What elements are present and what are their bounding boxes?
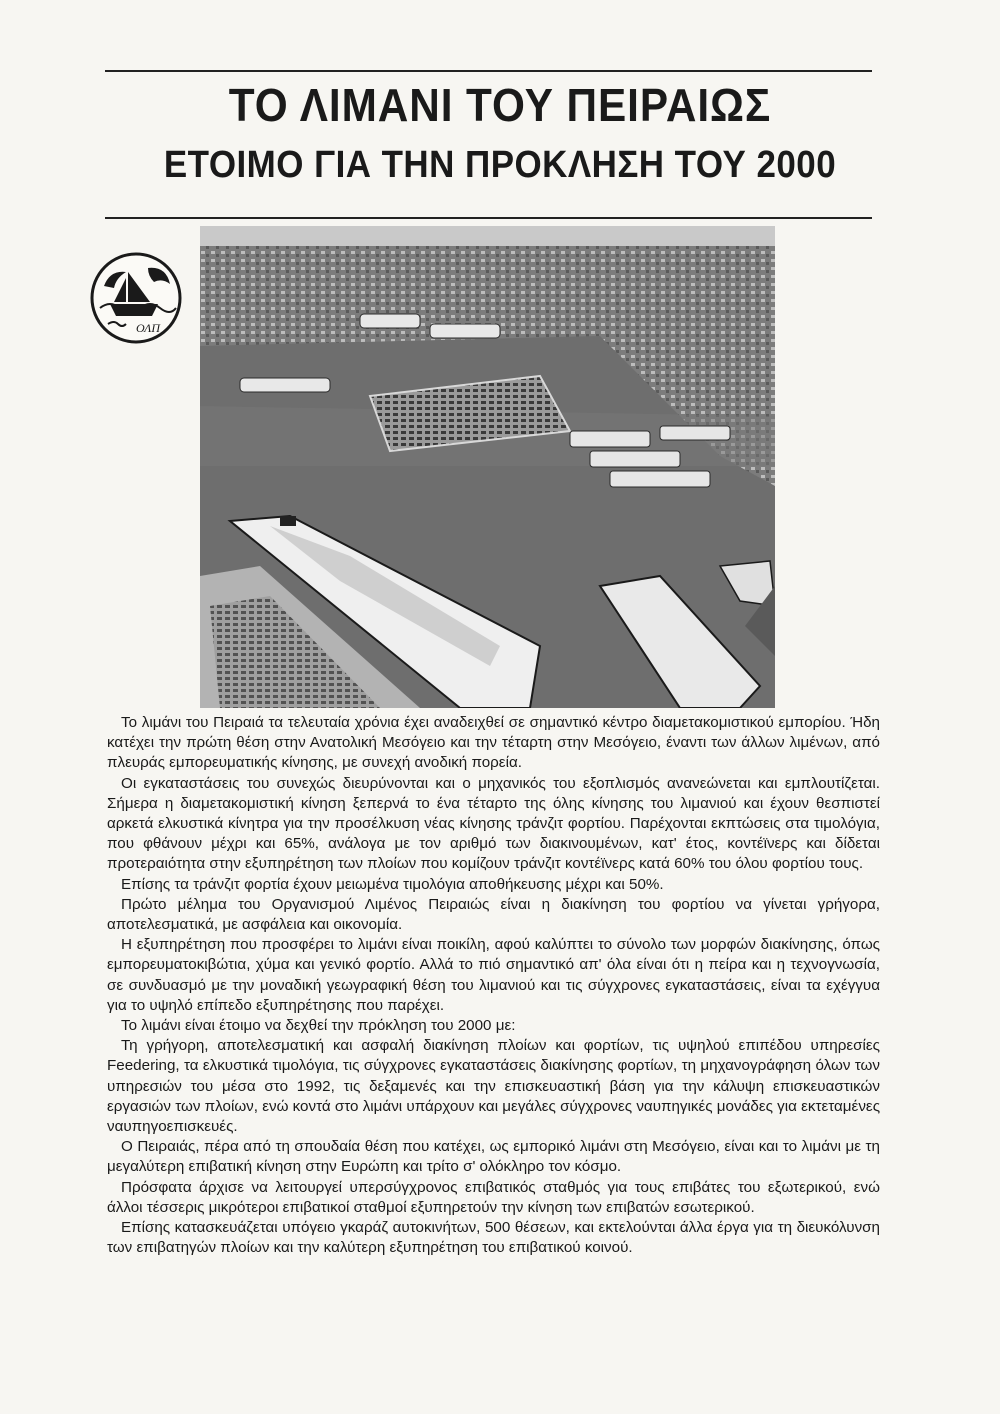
paragraph: Πρόσφατα άρχισε να λειτουργεί υπερσύγχρονος επιβατικός σταθμός για τους επιβάτες του εξωτερικού, ενώ άλλοι τέσσερις μικρότεροι επιβατικοί σταθμοί εξυπηρετούν την κίνηση των επιβατών εσωτερικού. — [107, 1178, 880, 1216]
bottom-rule — [105, 217, 872, 219]
olp-logo-icon — [88, 250, 184, 346]
paragraph: Πρώτο μέλημα του Οργανισμού Λιμένος Πειραιώς είναι η διακίνηση του φορτίου να γίνεται γρήγορα, αποτελεσματικά, με ασφάλεια και οικονομία. — [107, 895, 880, 934]
paragraph: Το λιμάνι του Πειραιά τα τελευταία χρόνια έχει αναδειχθεί σε σημαντικό κέντρο διαμετακομιστικού εμπορίου. Ήδη κατέχει την πρώτη θέση στην Ανατολική Μεσόγειο και την τέταρτη στην Μεσόγειο, έναντι των άλλων λιμένων, από πλευράς εμπορευματικής κίνησης, με συνεχή ανοδική πορεία. — [107, 714, 880, 772]
paragraph: Τη γρήγορη, αποτελεσματική και ασφαλή διακίνηση πλοίων και φορτίων, τις υψηλού επιπέδου υπηρεσίες Feedering, τα ελκυστικά τιμολόγια, τις σύγχρονες εγκαταστάσεις διακίνησης φορτίων, τη μηχανογράφηση όλων των υπηρεσιών του μέσα στο 1992, τις δεξαμενές και την επισκευαστική βάση για την κάλυψη επισκευαστικών εργασιών των πλοίων, ενώ κοντά στο λιμάνι υπάρχουν και μεγάλες σύγχρονες ναυπηγικές μονάδες για εκτεταμένες ναυπηγοεπισκευές. — [107, 1037, 881, 1136]
page-subtitle: ΕΤΟΙΜΟ ΓΙΑ ΤΗΝ ΠΡΟΚΛΗΣΗ ΤΟΥ 2000 — [163, 144, 837, 186]
aerial-port-photo — [200, 226, 775, 708]
logo-text: ΟΛΠ — [135, 321, 161, 335]
paragraph: Επίσης κατασκευάζεται υπόγειο γκαράζ αυτοκινήτων, 500 θέσεων, και εκτελούνται άλλα έργα για τη διευκόλυνση των επιβατηγών πλοίων και την καλύτερη εξυπηρέτηση του επιβατικού κοινού. — [107, 1219, 880, 1257]
paragraph: Η εξυπηρέτηση που προσφέρει το λιμάνι είναι ποικίλη, αφού καλύπτει το σύνολο των μορφών διακίνησης, όπως εμπορευματοκιβώτια, χύμα και γενικό φορτίο. Αλλά το πιό σημαντικό απ' όλα είναι ότι η πείρα και η τεχνογνωσία, σε συνδυασμό με την μοναδική γεωγραφική θέση του λιμανιού και τις σύγχρονες εγκαταστάσεις, είναι τα εχέγγυα για το υψηλό επίπεδο εξυπηρέτησης που παρέχει. — [107, 936, 880, 1014]
harbour-photo-icon — [200, 226, 775, 708]
paragraph: Ο Πειραιάς, πέρα από τη σπουδαία θέση που κατέχει, ως εμπορικό λιμάνι στη Μεσόγειο, είναι και το λιμάνι με τη μεγαλύτερη επιβατική κίνηση στην Ευρώπη και τρίτο σ' ολόκληρο τον κόσμο. — [107, 1138, 880, 1176]
top-rule — [105, 70, 872, 72]
paragraph: Οι εγκαταστάσεις του συνεχώς διευρύνονται και ο μηχανικός του εξοπλισμός ανανεώνεται και εμπλουτίζεται. Σήμερα η διαμετακομιστική κίνηση ξεπερνά το ένα τέταρτο της όλης κίνησης του λιμανιού και έχουν θεσπιστεί αρκετά ελκυστικά κίνητρα για την προσέλκυση νέας κίνησης τράνζιτ φορτίου. Παρέχονται εκπτώσεις στα τιμολόγια, που φθάνουν μέχρι και 65%, ανάλογα με τον αριθμό των διακινουμένων, κατ' έτος, κοντέϊνερς και δίδεται προτεραιότητα στην εξυπηρέτηση των πλοίων που κομίζουν τράνζιτ κοντέϊνερς κατά 60% του όλου φορτίου τους. — [107, 774, 880, 873]
paragraph: Το λιμάνι είναι έτοιμο να δεχθεί την πρόκληση του 2000 με: — [121, 1017, 516, 1035]
paragraph: Επίσης τα τράνζιτ φορτία έχουν μειωμένα τιμολόγια αποθήκευσης μέχρι και 50%. — [121, 875, 664, 893]
page-title: ΤΟ ΛΙΜΑΝΙ ΤΟΥ ΠΕΙΡΑΙΩΣ — [228, 79, 772, 131]
article-body — [107, 713, 880, 1258]
